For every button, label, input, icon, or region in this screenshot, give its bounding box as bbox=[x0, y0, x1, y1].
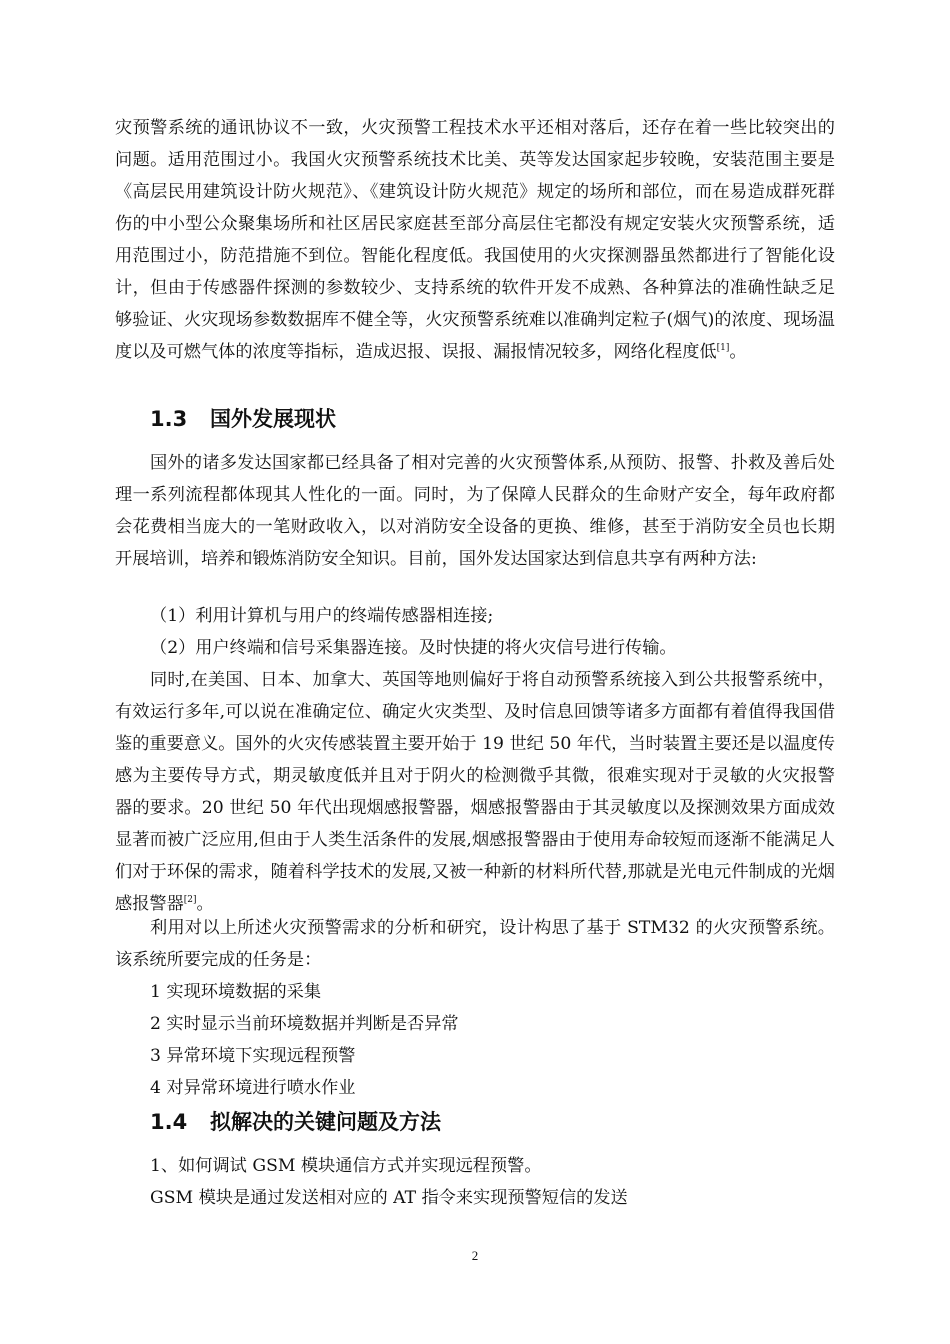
section-heading-1-4 bbox=[150, 1106, 441, 1138]
section-title: 拟解决的关键问题及方法 bbox=[210, 1110, 441, 1134]
page-number: 2 bbox=[471, 1248, 479, 1263]
citation-2: [2] bbox=[183, 895, 197, 905]
paragraph-design-tasks: 利用对以上所述火灾预警需求的分析和研究，设计构思了基于 STM32 的火灾预警系统。该系统所要完成的任务是： bbox=[115, 918, 835, 970]
section-number: 1.4 bbox=[150, 1110, 188, 1134]
section-title: 国外发展现状 bbox=[210, 407, 336, 431]
list-item-task-2: 2 实时显示当前环境数据并判断是否异常 bbox=[150, 1014, 459, 1034]
paragraph-gsm-answer: GSM 模块是通过发送相对应的 AT 指令来实现预警短信的发送 bbox=[150, 1188, 628, 1208]
paragraph-gsm-question: 1、如何调试 GSM 模块通信方式并实现远程预警。 bbox=[150, 1156, 542, 1176]
citation-1: [1] bbox=[716, 343, 730, 353]
paragraph-domestic-problems: 灾预警系统的通讯协议不一致，火灾预警工程技术水平还相对落后，还存在着一些比较突出的问题。适用范围过小。我国火灾预警系统技术比美、英等发达国家起步较晚，安装范围主要是 《高层民用建筑设计防火规范》、《建筑设计防火规范》规定的场所和部位，而在易造成群死群伤的中小型公众聚集场所和社区居民家庭甚至部分高层住宅都没有规定安装火灾预警系统，适用范围过小，防范措施不到位。智能化程度低。我国使用的火灾探测器虽然都进行了智能化设计，但由于传感器件探测的参数较少、支持系统的软件开发不成熟、各种算法的准确性缺乏足够验证、火灾现场参数数据库不健全等，火灾预警系统难以准确判定粒子(烟气)的浓度、现场温度以及可燃气体的浓度等指标，造成迟报、误报、漏报情况较多，网络化程度低[1]。 bbox=[115, 118, 835, 362]
list-item-method-2: （2）用户终端和信号采集器连接。及时快捷的将火灾信号进行传输。 bbox=[150, 638, 677, 658]
paragraph-foreign-history: 同时,在美国、日本、加拿大、英国等地则偏好于将自动预警系统接入到公共报警系统中，有效运行多年,可以说在准确定位、确定火灾类型、及时信息回馈等诸多方面都有着值得我国借鉴的重要意义。国外的火灾传感装置主要开始于 19 世纪 50 年代，当时装置主要还是以温度传感为主要传导方式，期灵敏度低并且对于阴火的检测微乎其微，很难实现对于灵敏的火灾报警器的要求。20 世纪 50 年代出现烟感报警器，烟感报警器由于其灵敏度以及探测效果方面成效显著而被广泛应用,但由于人类生活条件的发展,烟感报警器由于使用寿命较短而逐渐不能满足人们对于环保的需求，随着科学技术的发展,又被一种新的材料所代替,那就是光电元件制成的光烟感报警器[2]。 bbox=[115, 670, 835, 914]
list-item-task-4: 4 对异常环境进行喷水作业 bbox=[150, 1078, 356, 1098]
list-item-method-1: （1）利用计算机与用户的终端传感器相连接; bbox=[150, 606, 494, 626]
section-number: 1.3 bbox=[150, 407, 188, 431]
paragraph-foreign-systems: 国外的诸多发达国家都已经具备了相对完善的火灾预警体系,从预防、报警、扑救及善后处理一系列流程都体现其人性化的一面。同时，为了保障人民群众的生命财产安全，每年政府都会花费相当庞大的一笔财政收入，以对消防安全设备的更换、维修，甚至于消防安全员也长期开展培训，培养和锻炼消防安全知识。目前，国外发达国家达到信息共享有两种方法: bbox=[115, 453, 835, 569]
list-item-task-1: 1 实现环境数据的采集 bbox=[150, 982, 322, 1002]
section-heading-1-3 bbox=[150, 403, 336, 435]
list-item-task-3: 3 异常环境下实现远程预警 bbox=[150, 1046, 356, 1066]
